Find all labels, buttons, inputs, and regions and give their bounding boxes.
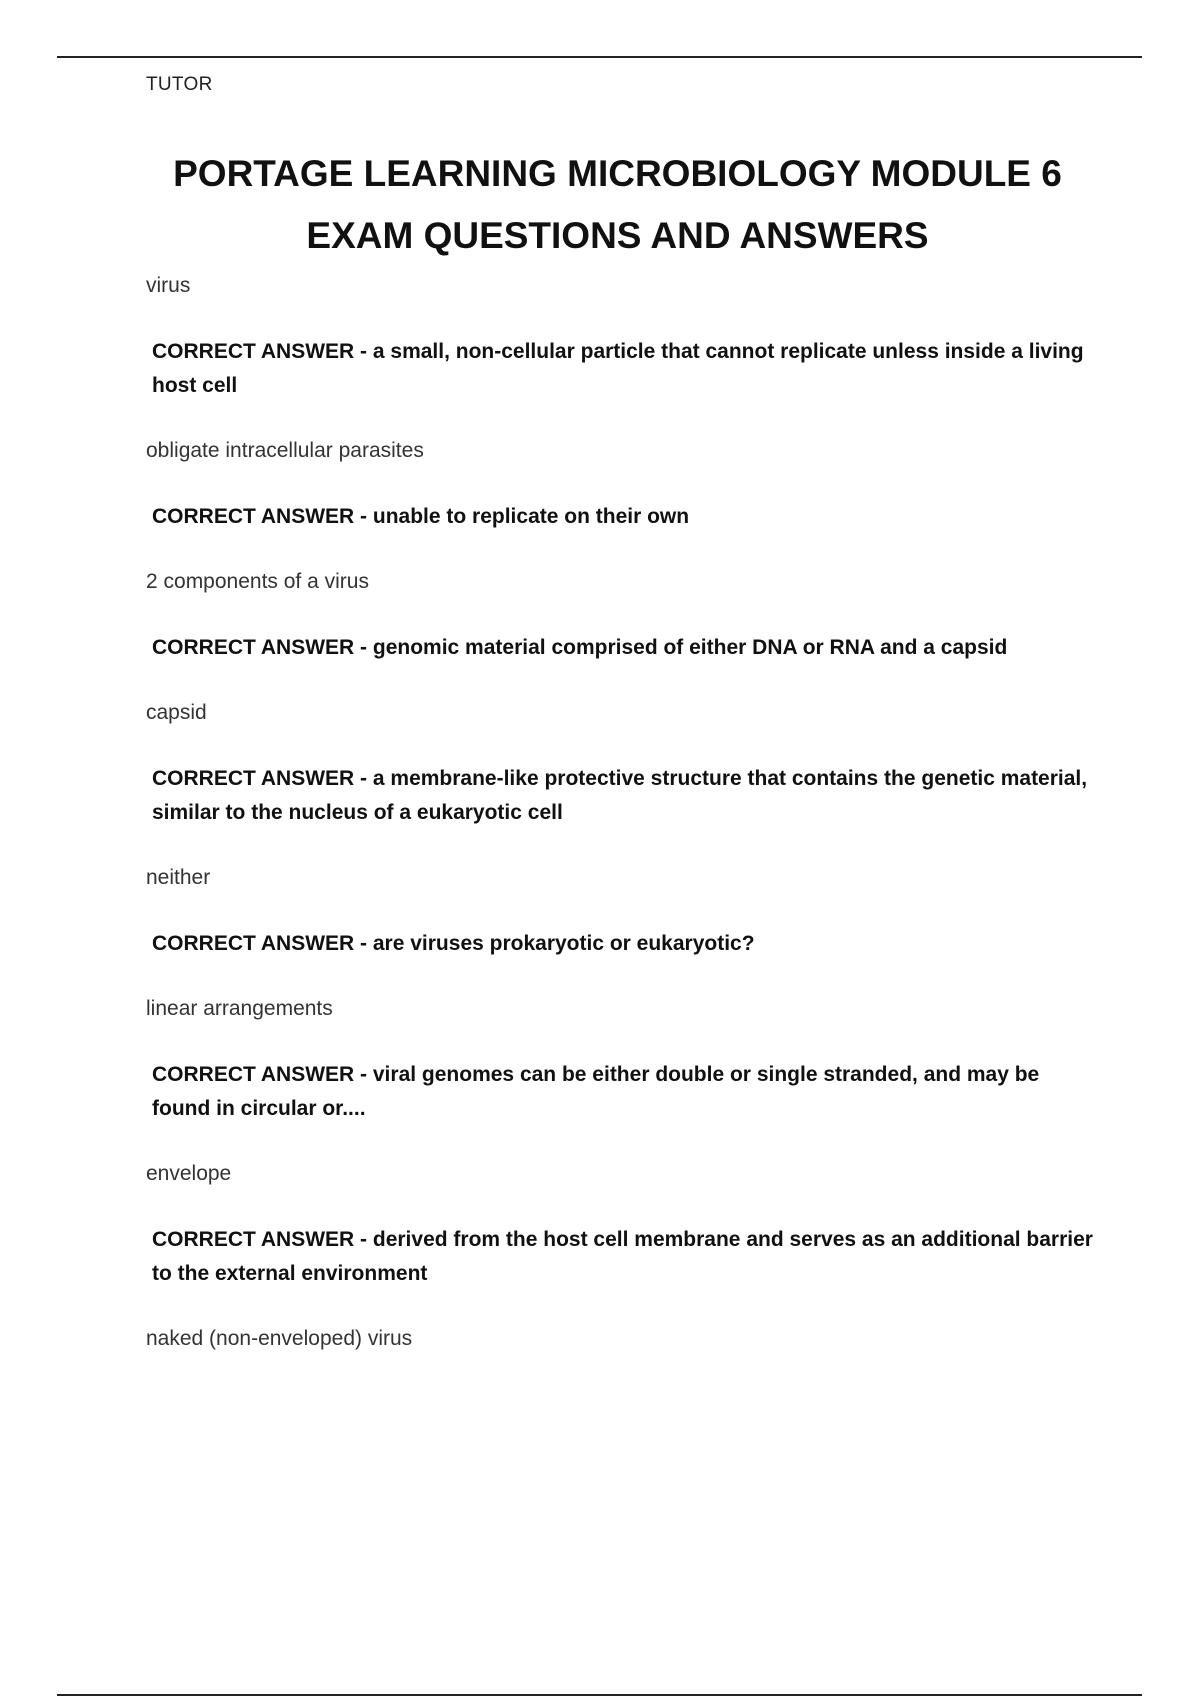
footer-divider bbox=[57, 1694, 1142, 1696]
qa-term: naked (non-enveloped) virus bbox=[146, 1327, 413, 1350]
qa-answer: CORRECT ANSWER - derived from the host cell membrane and serves as an additional barrier to the external environment bbox=[152, 1228, 1093, 1285]
qa-answer: CORRECT ANSWER - viral genomes can be either double or single stranded, and may be found in circular or.... bbox=[152, 1063, 1040, 1120]
qa-answer: CORRECT ANSWER - a membrane-like protective structure that contains the genetic material, similar to the nucleus of a eukaryotic cell bbox=[152, 767, 1088, 824]
qa-term: envelope bbox=[146, 1162, 232, 1185]
qa-term: neither bbox=[146, 866, 211, 889]
qa-list bbox=[146, 271, 1096, 1388]
qa-answer: CORRECT ANSWER - are viruses prokaryotic or eukaryotic? bbox=[152, 932, 755, 955]
qa-term: 2 components of a virus bbox=[146, 570, 369, 593]
qa-answer: CORRECT ANSWER - a small, non-cellular particle that cannot replicate unless inside a living host cell bbox=[152, 340, 1084, 397]
qa-term: linear arrangements bbox=[146, 997, 333, 1020]
qa-answer: CORRECT ANSWER - genomic material comprised of either DNA or RNA and a capsid bbox=[152, 636, 1008, 659]
qa-term: capsid bbox=[146, 701, 207, 724]
qa-term: obligate intracellular parasites bbox=[146, 439, 424, 462]
header-divider bbox=[57, 56, 1142, 58]
qa-term: virus bbox=[146, 274, 191, 297]
header-label: TUTOR bbox=[146, 74, 213, 95]
document-title: PORTAGE LEARNING MICROBIOLOGY MODULE 6 EXAM QUESTIONS AND ANSWERS bbox=[173, 153, 1062, 256]
qa-answer: CORRECT ANSWER - unable to replicate on their own bbox=[152, 505, 690, 528]
